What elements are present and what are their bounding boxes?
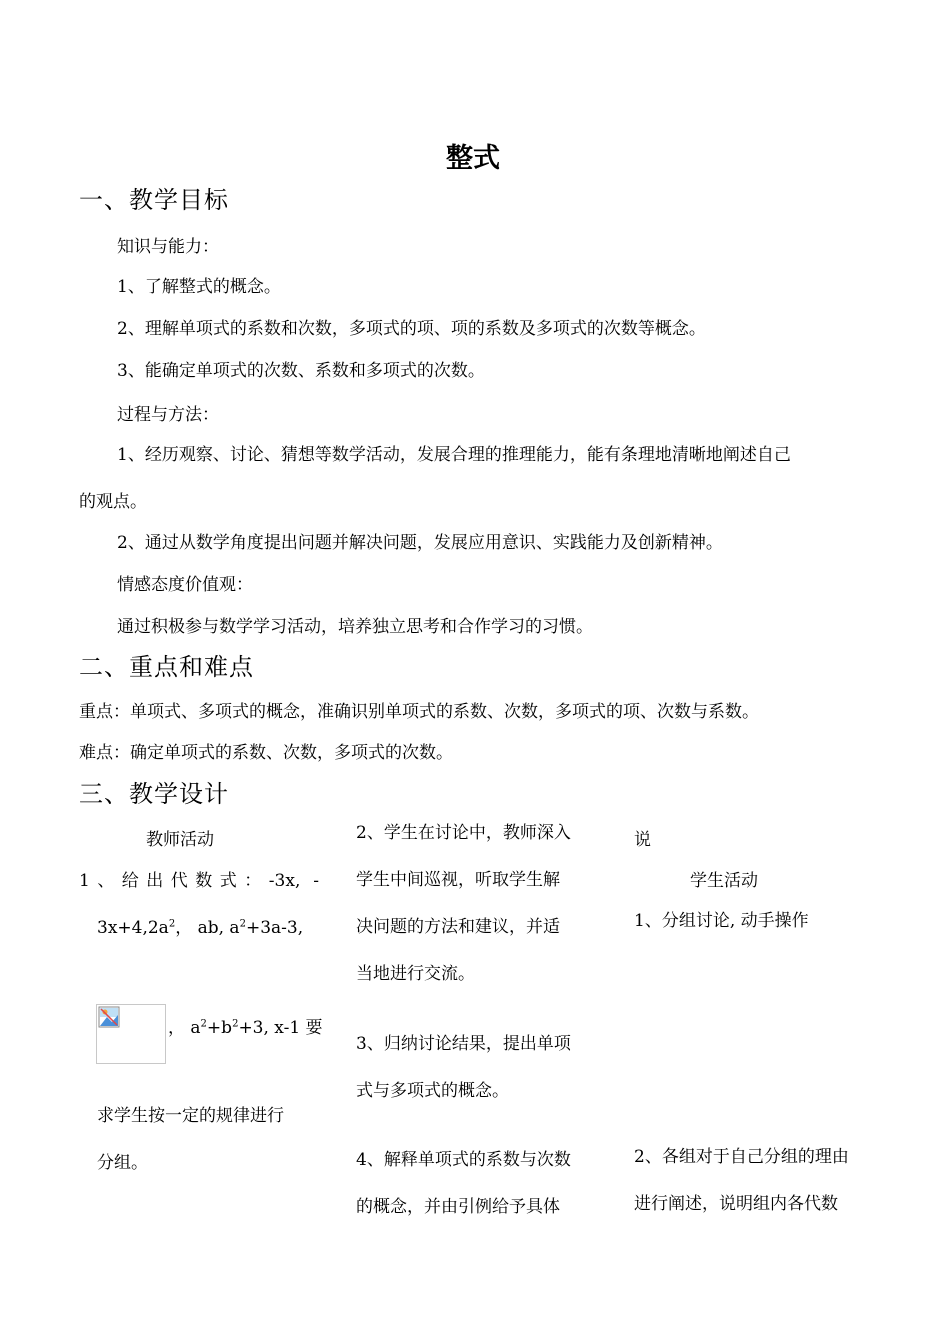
expression-text: +3a-3, bbox=[245, 918, 304, 938]
section-heading-key-points: 二、重点和难点 bbox=[79, 653, 254, 681]
expression-text: ， a bbox=[168, 1018, 201, 1038]
process-label: 过程与方法： bbox=[117, 405, 219, 425]
broken-image-placeholder bbox=[96, 1004, 166, 1064]
middle-line: 2、学生在讨论中，教师深入 bbox=[356, 823, 571, 843]
expression-text: +3, x-1 要 bbox=[238, 1018, 323, 1038]
knowledge-item: 1、了解整式的概念。 bbox=[117, 277, 281, 297]
exponent: 2 bbox=[239, 918, 246, 930]
middle-line: 的概念，并由引例给予具体 bbox=[356, 1197, 560, 1217]
knowledge-item: 3、能确定单项式的次数、系数和多项式的次数。 bbox=[117, 361, 485, 381]
expression-text: ， ab, a bbox=[175, 918, 240, 938]
student-item-block bbox=[634, 1134, 849, 1228]
middle-line: 当地进行交流。 bbox=[356, 964, 475, 984]
teacher-line: 求学生按一定的规律进行 bbox=[97, 1106, 284, 1126]
exponent: 2 bbox=[168, 918, 176, 930]
section-heading-goals: 一、教学目标 bbox=[79, 186, 229, 214]
exponent: 2 bbox=[232, 1018, 239, 1030]
teacher-line bbox=[97, 913, 303, 938]
expression-text: 3x+4,2a bbox=[97, 918, 169, 938]
difficulty-text: 难点：确定单项式的系数、次数，多项式的次数。 bbox=[79, 743, 453, 763]
middle-line: 4、解释单项式的系数与次数 bbox=[356, 1150, 571, 1170]
teacher-line: 分组。 bbox=[97, 1153, 148, 1173]
middle-line: 学生中间巡视，听取学生解 bbox=[356, 870, 560, 890]
middle-column-block bbox=[356, 1021, 571, 1115]
middle-column-block bbox=[356, 1137, 571, 1231]
student-column-header: 学生活动 bbox=[690, 871, 758, 891]
exponent: 2 bbox=[200, 1018, 207, 1030]
section-heading-design: 三、教学设计 bbox=[79, 780, 229, 808]
middle-column-block bbox=[356, 810, 571, 998]
broken-image-icon bbox=[98, 1006, 120, 1028]
middle-line: 决问题的方法和建议，并适 bbox=[356, 917, 560, 937]
knowledge-item: 2、理解单项式的系数和次数，多项式的项、项的系数及多项式的次数等概念。 bbox=[117, 319, 706, 339]
knowledge-label: 知识与能力： bbox=[117, 237, 219, 257]
teacher-line bbox=[168, 1013, 323, 1038]
process-item: 2、通过从数学角度提出问题并解决问题，发展应用意识、实践能力及创新精神。 bbox=[117, 533, 723, 553]
teacher-line: 1、给出代数式：-3x, - bbox=[79, 871, 319, 891]
process-item-continued: 的观点。 bbox=[79, 492, 147, 512]
key-point-text: 重点：单项式、多项式的概念，准确识别单项式的系数、次数，多项式的项、次数与系数。 bbox=[79, 702, 759, 722]
right-column-text: 说 bbox=[634, 830, 651, 850]
emotion-label: 情感态度价值观： bbox=[117, 575, 253, 595]
student-line: 2、各组对于自己分组的理由 bbox=[634, 1147, 849, 1167]
expression-text: +b bbox=[206, 1018, 233, 1038]
emotion-item: 通过积极参与数学学习活动，培养独立思考和合作学习的习惯。 bbox=[117, 617, 593, 637]
student-item: 1、分组讨论, 动手操作 bbox=[634, 911, 809, 931]
middle-line: 式与多项式的概念。 bbox=[356, 1081, 509, 1101]
process-item: 1、经历观察、讨论、猜想等数学活动，发展合理的推理能力，能有条理地清晰地阐述自己 bbox=[117, 445, 791, 465]
student-line: 进行阐述，说明组内各代数 bbox=[634, 1194, 838, 1214]
page-title: 整式 bbox=[446, 143, 500, 174]
teacher-column-header: 教师活动 bbox=[146, 830, 214, 850]
middle-line: 3、归纳讨论结果，提出单项 bbox=[356, 1034, 571, 1054]
